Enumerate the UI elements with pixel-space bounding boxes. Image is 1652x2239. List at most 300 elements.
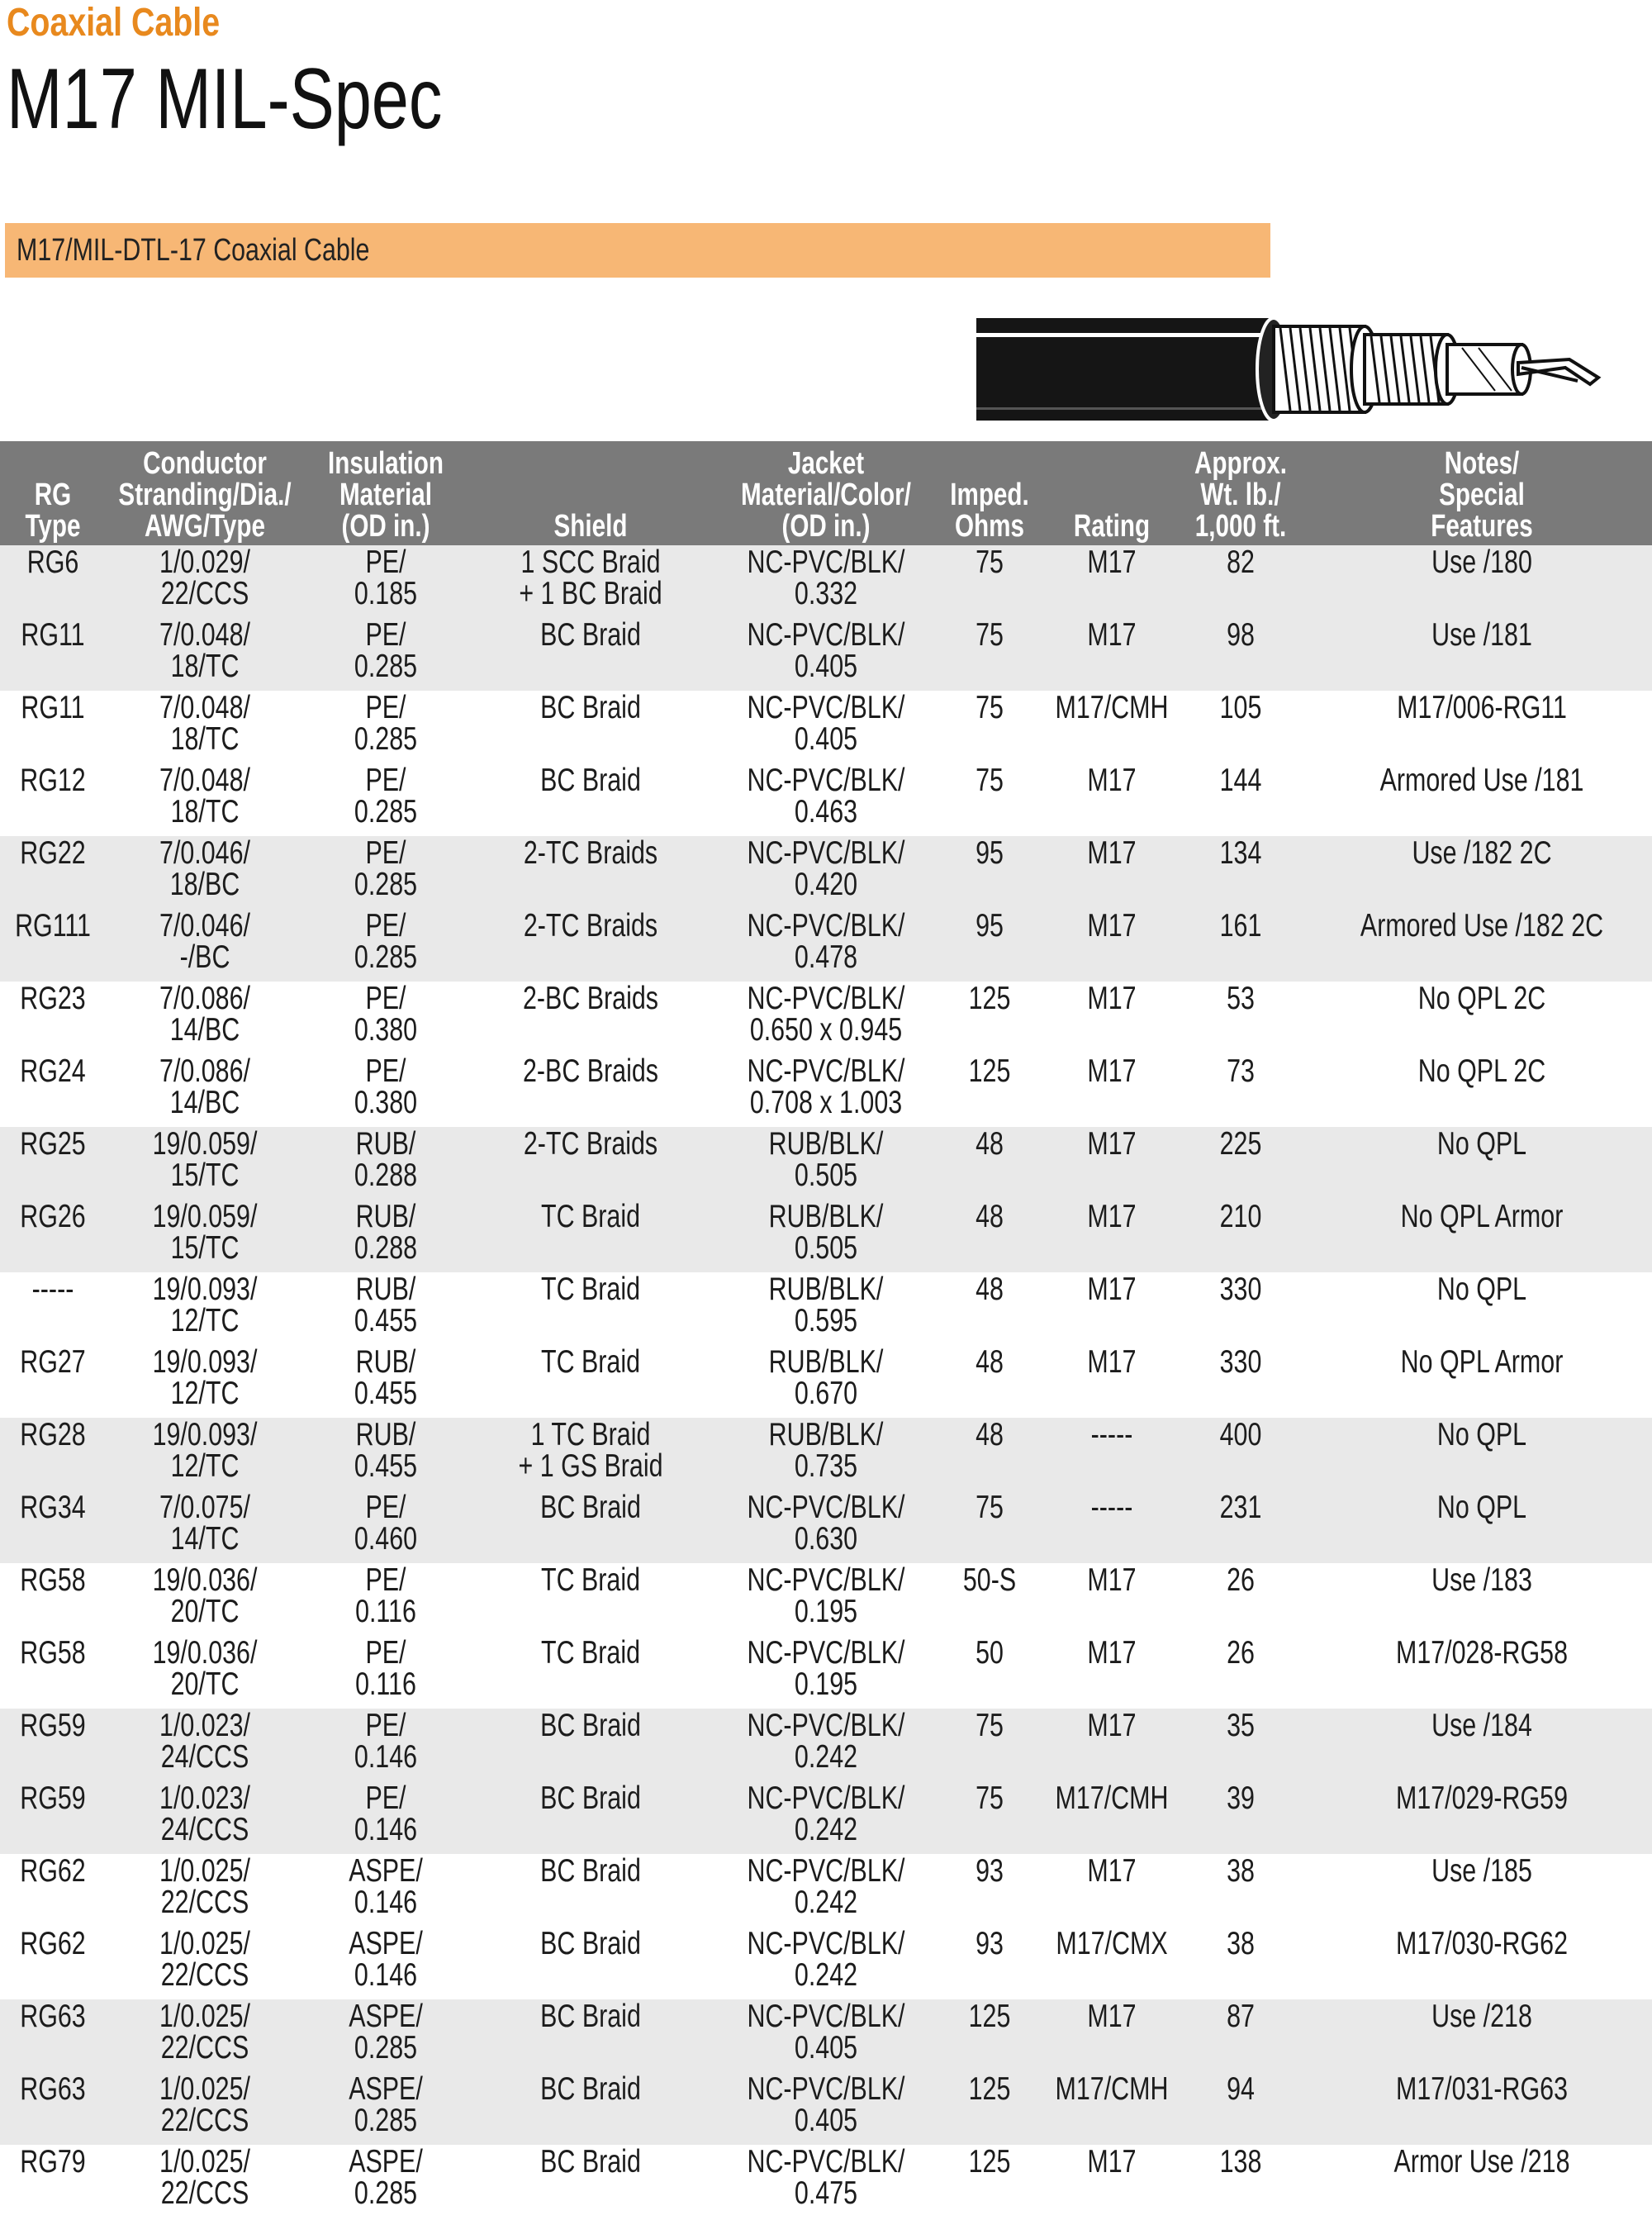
cell-notes bbox=[1417, 1053, 1546, 1089]
cell-line: M17 bbox=[1087, 763, 1137, 798]
cell-line: RG22 bbox=[20, 835, 86, 871]
cell-line: 0.735 bbox=[794, 1448, 858, 1484]
header-line: Imped. bbox=[950, 478, 1029, 512]
cell-line: 0.285 bbox=[354, 649, 418, 684]
header-line: Insulation bbox=[328, 446, 444, 481]
cell-line: NC-PVC/BLK/ bbox=[747, 544, 905, 580]
cell-line: RG62 bbox=[20, 1853, 86, 1889]
cell-line: RG11 bbox=[21, 690, 85, 725]
cell-rg-type bbox=[20, 1344, 86, 1380]
cell-impedance bbox=[976, 692, 1004, 724]
cell-line: 125 bbox=[968, 1999, 1011, 2034]
cell-shield bbox=[540, 1344, 641, 1380]
cell-shield bbox=[540, 617, 641, 653]
cell-line: BC Braid bbox=[540, 1999, 641, 2034]
cell-line: M17/031-RG63 bbox=[1396, 2071, 1568, 2107]
cell-weight bbox=[1227, 544, 1255, 580]
cell-insulation bbox=[354, 765, 417, 828]
cell-line: PE/ bbox=[365, 981, 406, 1016]
cell-line: No QPL bbox=[1436, 1490, 1527, 1525]
cell-line: M17 bbox=[1087, 1126, 1137, 1162]
cell-line: 0.630 bbox=[794, 1521, 858, 1557]
cell-line: Use /181 bbox=[1431, 617, 1532, 653]
cell-jacket bbox=[747, 544, 905, 611]
cell-line: Armored Use /181 bbox=[1379, 763, 1584, 798]
cell-insulation bbox=[354, 1053, 418, 1120]
cell-line: 0.650 x 0.945 bbox=[749, 1012, 903, 1048]
cell-line: 125 bbox=[968, 1053, 1011, 1089]
cell-line: M17 bbox=[1087, 1053, 1137, 1089]
cell-line: NC-PVC/BLK/ bbox=[747, 2071, 905, 2107]
cell-line: Use /184 bbox=[1431, 1708, 1532, 1743]
cell-shield bbox=[524, 910, 657, 942]
cell-conductor bbox=[159, 2146, 250, 2209]
cell-line: 0.146 bbox=[354, 1739, 418, 1775]
cell-line: 75 bbox=[976, 763, 1004, 798]
cell-line: M17/CMH bbox=[1055, 1780, 1169, 1816]
table-row bbox=[0, 691, 1652, 763]
cell-conductor bbox=[152, 1635, 258, 1702]
header-impedance bbox=[950, 479, 1029, 542]
cell-line: 75 bbox=[976, 617, 1004, 653]
cell-notes bbox=[1380, 765, 1584, 796]
cell-line: M17/028-RG58 bbox=[1396, 1635, 1568, 1671]
cell-line: RG58 bbox=[20, 1635, 86, 1671]
cell-rg-type bbox=[20, 765, 85, 796]
cell-rating bbox=[1087, 1053, 1137, 1089]
cell-impedance bbox=[962, 1562, 1017, 1598]
cell-conductor bbox=[159, 1780, 250, 1847]
cell-line: 1 SCC Braid bbox=[520, 544, 661, 580]
cell-weight bbox=[1227, 1710, 1255, 1742]
cell-insulation bbox=[349, 2146, 423, 2209]
cell-line: 0.463 bbox=[794, 794, 858, 830]
header-notes bbox=[1431, 448, 1533, 542]
cell-impedance bbox=[976, 1710, 1004, 1742]
header-line: (OD in.) bbox=[341, 509, 430, 544]
cell-line: 22/CCS bbox=[160, 2175, 249, 2211]
cell-shield bbox=[540, 2001, 641, 2032]
cell-line: RG59 bbox=[20, 1780, 86, 1816]
cell-rg-type bbox=[20, 2146, 85, 2178]
table-row bbox=[0, 545, 1652, 618]
cell-line: 48 bbox=[976, 1126, 1004, 1162]
cell-rating bbox=[1087, 1635, 1137, 1671]
cell-line: 0.405 bbox=[794, 721, 858, 757]
cell-line: 48 bbox=[976, 1417, 1004, 1452]
cell-impedance bbox=[976, 1419, 1004, 1451]
cell-line: NC-PVC/BLK/ bbox=[747, 1635, 905, 1671]
cell-conductor bbox=[159, 1928, 250, 1991]
cell-line: 39 bbox=[1227, 1780, 1255, 1816]
cell-rg-type bbox=[21, 617, 85, 653]
cell-line: PE/ bbox=[365, 1053, 406, 1089]
cell-line: M17/006-RG11 bbox=[1397, 690, 1567, 725]
cell-jacket bbox=[769, 1274, 884, 1337]
cell-rg-type bbox=[20, 1126, 86, 1162]
cell-line: 138 bbox=[1219, 2144, 1262, 2180]
cell-jacket bbox=[747, 835, 905, 902]
cell-line: 7/0.086/ bbox=[159, 981, 250, 1016]
cell-conductor bbox=[159, 1853, 250, 1920]
cell-line: 15/TC bbox=[170, 1158, 240, 1193]
cell-line: 22/CCS bbox=[160, 576, 249, 611]
cell-rg-type bbox=[20, 1201, 85, 1233]
cell-line: 19/0.036/ bbox=[152, 1635, 258, 1671]
cell-conductor bbox=[159, 2001, 250, 2064]
cell-line: NC-PVC/BLK/ bbox=[747, 617, 905, 653]
cell-line: BC Braid bbox=[540, 1853, 641, 1889]
cell-line: 2-BC Braids bbox=[523, 981, 658, 1016]
cell-rg-type bbox=[20, 2071, 86, 2107]
header-jacket bbox=[741, 448, 911, 542]
table-row bbox=[0, 1709, 1652, 1781]
cell-insulation bbox=[354, 1201, 417, 1264]
cell-line: RUB/BLK/ bbox=[768, 1344, 884, 1380]
cell-line: 95 bbox=[976, 835, 1004, 871]
cell-line: 48 bbox=[976, 1272, 1004, 1307]
cell-line: M17 bbox=[1087, 1853, 1137, 1889]
cell-line: M17 bbox=[1087, 1635, 1137, 1671]
header-line: Rating bbox=[1073, 509, 1151, 544]
cell-conductor bbox=[153, 1201, 258, 1264]
cell-line: RG28 bbox=[20, 1417, 86, 1452]
cell-rating bbox=[1087, 1562, 1137, 1598]
cell-jacket bbox=[747, 2146, 904, 2209]
cell-line: BC Braid bbox=[540, 763, 641, 798]
header-line: Ohms bbox=[954, 509, 1024, 544]
cell-line: 19/0.059/ bbox=[152, 1199, 258, 1234]
cell-line: No QPL bbox=[1436, 1272, 1527, 1307]
cell-line: RUB/BLK/ bbox=[768, 1417, 884, 1452]
cell-line: 134 bbox=[1219, 835, 1262, 871]
cell-line: -/BC bbox=[179, 939, 230, 975]
cell-impedance bbox=[976, 835, 1004, 871]
cell-conductor bbox=[159, 1053, 250, 1120]
cell-jacket bbox=[769, 1419, 884, 1482]
cell-weight bbox=[1220, 1419, 1262, 1451]
cell-line: 75 bbox=[976, 690, 1004, 725]
cell-line: 18/TC bbox=[170, 649, 240, 684]
cell-line: PE/ bbox=[365, 908, 406, 944]
cell-line: RG24 bbox=[20, 1053, 86, 1089]
table-row bbox=[0, 1854, 1652, 1927]
header-line: Material/Color/ bbox=[741, 478, 911, 512]
cell-line: 18/BC bbox=[169, 867, 240, 902]
cell-line: 2-TC Braids bbox=[523, 908, 658, 944]
cell-line: M17 bbox=[1087, 544, 1137, 580]
coaxial-cable-illustration bbox=[966, 302, 1627, 425]
cell-shield bbox=[540, 765, 641, 796]
cell-rating bbox=[1087, 544, 1137, 580]
cell-line: 0.116 bbox=[355, 1594, 416, 1629]
cell-rg-type bbox=[20, 1562, 86, 1598]
cell-jacket bbox=[747, 765, 904, 828]
cell-line: 50 bbox=[976, 1635, 1004, 1671]
cell-line: 98 bbox=[1227, 617, 1255, 653]
header-line: Features bbox=[1431, 509, 1533, 544]
cell-impedance bbox=[976, 1492, 1004, 1524]
cell-line: RG63 bbox=[20, 2071, 86, 2107]
cell-insulation bbox=[349, 1928, 423, 1991]
cell-line: No QPL bbox=[1436, 1126, 1527, 1162]
cell-line: No QPL 2C bbox=[1417, 981, 1546, 1016]
cell-line: NC-PVC/BLK/ bbox=[747, 1562, 905, 1598]
cell-line: 0.455 bbox=[354, 1376, 418, 1411]
cell-line: 0.146 bbox=[354, 1812, 418, 1847]
cell-line: BC Braid bbox=[540, 1490, 641, 1525]
cell-line: 0.285 bbox=[354, 867, 418, 902]
cell-rg-type bbox=[32, 1274, 74, 1305]
cell-shield bbox=[523, 835, 658, 871]
cell-line: NC-PVC/BLK/ bbox=[747, 908, 905, 944]
cell-line: RG111 bbox=[15, 908, 91, 944]
cell-impedance bbox=[969, 2001, 1011, 2032]
cell-line: ----- bbox=[31, 1272, 74, 1307]
cell-line: RG58 bbox=[20, 1562, 86, 1598]
cell-line: Armored Use /182 2C bbox=[1360, 908, 1604, 944]
cell-line: BC Braid bbox=[540, 1926, 641, 1961]
cell-line: 0.460 bbox=[354, 1521, 418, 1557]
cell-line: 14/TC bbox=[170, 1521, 240, 1557]
cell-line: RUB/BLK/ bbox=[768, 1272, 884, 1307]
cell-insulation bbox=[354, 1780, 418, 1847]
cell-line: 0.455 bbox=[354, 1303, 418, 1338]
cell-line: NC-PVC/BLK/ bbox=[747, 1053, 905, 1089]
cell-rating bbox=[1087, 1201, 1136, 1233]
cell-line: M17/029-RG59 bbox=[1396, 1780, 1568, 1816]
cell-line: 14/BC bbox=[169, 1085, 240, 1120]
cell-line: NC-PVC/BLK/ bbox=[747, 981, 905, 1016]
cell-conductor bbox=[159, 983, 250, 1046]
cell-line: 0.670 bbox=[794, 1376, 858, 1411]
table-row bbox=[0, 1563, 1652, 1636]
cell-shield bbox=[523, 1126, 658, 1162]
header-line: Stranding/Dia./ bbox=[118, 478, 292, 512]
cell-line: 18/TC bbox=[170, 721, 240, 757]
cell-line: RUB/ bbox=[355, 1199, 416, 1234]
cell-line: 231 bbox=[1219, 1490, 1262, 1525]
cell-line: 12/TC bbox=[170, 1376, 240, 1411]
cell-line: ASPE/ bbox=[349, 2071, 423, 2107]
cell-impedance bbox=[976, 1635, 1004, 1671]
cell-line: M17 bbox=[1087, 1272, 1137, 1307]
cell-line: NC-PVC/BLK/ bbox=[747, 690, 905, 725]
cell-line: 1/0.023/ bbox=[159, 1780, 250, 1816]
cell-jacket bbox=[747, 2071, 905, 2138]
cell-shield bbox=[540, 1562, 641, 1598]
cell-line: NC-PVC/BLK/ bbox=[747, 1999, 905, 2034]
cell-line: M17 bbox=[1087, 835, 1137, 871]
cell-notes bbox=[1412, 835, 1552, 871]
cell-line: NC-PVC/BLK/ bbox=[747, 835, 905, 871]
cell-line: 0.380 bbox=[354, 1012, 418, 1048]
cell-shield bbox=[540, 2146, 641, 2178]
cell-rg-type bbox=[20, 1492, 85, 1524]
cell-line: 0.505 bbox=[794, 1158, 858, 1193]
cell-rating bbox=[1087, 1274, 1136, 1305]
cell-shield bbox=[540, 1780, 641, 1816]
cell-notes bbox=[1401, 1201, 1564, 1233]
cell-notes bbox=[1393, 2146, 1569, 2178]
cell-jacket bbox=[768, 1344, 884, 1411]
cell-impedance bbox=[976, 1274, 1004, 1305]
cell-line: 53 bbox=[1227, 981, 1255, 1016]
table-row bbox=[0, 2145, 1652, 2218]
cell-impedance bbox=[969, 2146, 1011, 2178]
cell-notes bbox=[1437, 1419, 1526, 1451]
cell-notes bbox=[1396, 2071, 1568, 2107]
cell-line: 93 bbox=[976, 1926, 1004, 1961]
cell-line: 7/0.048/ bbox=[159, 690, 250, 725]
table-row bbox=[0, 1418, 1652, 1490]
cell-line: 1/0.025/ bbox=[159, 1926, 250, 1961]
cell-jacket bbox=[747, 1053, 905, 1120]
cell-line: 0.455 bbox=[354, 1448, 418, 1484]
cell-line: 2-TC Braids bbox=[523, 835, 658, 871]
header-line: Type bbox=[25, 509, 81, 544]
cell-insulation bbox=[355, 1562, 416, 1629]
table-row bbox=[0, 1490, 1652, 1563]
cell-line: RG62 bbox=[20, 1926, 86, 1961]
cell-line: BC Braid bbox=[540, 2071, 641, 2107]
cell-line: ASPE/ bbox=[349, 1853, 423, 1889]
cell-line: 35 bbox=[1227, 1708, 1255, 1743]
cell-line: ----- bbox=[1090, 1490, 1133, 1525]
cell-line: 0.195 bbox=[794, 1666, 858, 1702]
cell-notes bbox=[1418, 983, 1545, 1015]
cell-line: NC-PVC/BLK/ bbox=[747, 1780, 905, 1816]
page-title: M17 MIL-Spec bbox=[7, 51, 443, 147]
cell-line: M17 bbox=[1087, 617, 1137, 653]
cell-line: No QPL bbox=[1436, 1417, 1527, 1452]
cell-jacket bbox=[747, 1562, 905, 1629]
cell-line: 0.285 bbox=[354, 2030, 418, 2065]
cell-line: 19/0.093/ bbox=[152, 1417, 258, 1452]
cell-line: M17 bbox=[1087, 1999, 1137, 2034]
cell-shield bbox=[540, 692, 641, 724]
cell-line: NC-PVC/BLK/ bbox=[747, 763, 905, 798]
table-row bbox=[0, 618, 1652, 691]
cell-weight bbox=[1227, 2001, 1255, 2032]
table-row bbox=[0, 982, 1652, 1054]
cell-line: 7/0.048/ bbox=[159, 763, 250, 798]
cell-notes bbox=[1436, 1126, 1527, 1162]
cell-line: RUB/ bbox=[355, 1126, 416, 1162]
cell-conductor bbox=[159, 544, 250, 611]
cell-line: + 1 GS Braid bbox=[518, 1448, 663, 1484]
table-row bbox=[0, 1636, 1652, 1709]
cell-line: 0.288 bbox=[354, 1230, 418, 1266]
cell-line: BC Braid bbox=[540, 1708, 641, 1743]
cell-jacket bbox=[747, 1780, 905, 1847]
cell-line: PE/ bbox=[365, 544, 406, 580]
cell-rg-type bbox=[20, 2001, 85, 2032]
cell-line: PE/ bbox=[365, 835, 406, 871]
cell-rg-type bbox=[20, 1853, 86, 1889]
cell-jacket bbox=[747, 1710, 904, 1773]
cell-line: M17 bbox=[1087, 908, 1137, 944]
cell-weight bbox=[1219, 1344, 1262, 1380]
cell-jacket bbox=[747, 1492, 904, 1555]
cell-notes bbox=[1431, 617, 1532, 653]
cell-line: 48 bbox=[976, 1344, 1004, 1380]
cell-line: 0.505 bbox=[794, 1230, 858, 1266]
cell-rating bbox=[1087, 910, 1136, 942]
cell-line: 14/BC bbox=[169, 1012, 240, 1048]
cell-insulation bbox=[349, 1853, 423, 1920]
cell-line: 75 bbox=[976, 1780, 1004, 1816]
cell-impedance bbox=[976, 1201, 1004, 1233]
cell-line: 2-BC Braids bbox=[523, 1053, 658, 1089]
cell-shield bbox=[540, 1710, 641, 1742]
cell-line: RUB/BLK/ bbox=[768, 1126, 884, 1162]
cell-line: 75 bbox=[976, 544, 1004, 580]
cell-rating bbox=[1087, 765, 1136, 796]
cell-impedance bbox=[976, 1344, 1004, 1380]
header-line: Conductor bbox=[143, 446, 267, 481]
cell-line: 19/0.093/ bbox=[152, 1344, 258, 1380]
table-row bbox=[0, 1781, 1652, 1854]
cell-line: 26 bbox=[1227, 1562, 1255, 1598]
cell-notes bbox=[1437, 1492, 1526, 1524]
cell-line: 1/0.025/ bbox=[159, 2144, 250, 2180]
cable-inner-braid bbox=[1365, 335, 1459, 404]
cell-line: 38 bbox=[1227, 1926, 1255, 1961]
cell-line: 0.405 bbox=[794, 2103, 858, 2138]
cell-insulation bbox=[354, 983, 417, 1046]
cell-line: RG27 bbox=[20, 1344, 86, 1380]
cell-notes bbox=[1396, 1780, 1568, 1816]
cell-line: M17 bbox=[1087, 1199, 1137, 1234]
cell-line: 7/0.086/ bbox=[159, 1053, 250, 1089]
cell-line: 7/0.046/ bbox=[159, 908, 250, 944]
header-line: Shield bbox=[553, 509, 628, 544]
cell-jacket bbox=[747, 1853, 905, 1920]
cell-line: Use /180 bbox=[1431, 544, 1532, 580]
header-line: Jacket bbox=[787, 446, 865, 481]
cell-jacket bbox=[747, 2001, 904, 2064]
cell-line: TC Braid bbox=[540, 1635, 641, 1671]
cell-line: 15/TC bbox=[170, 1230, 240, 1266]
cell-weight bbox=[1220, 1492, 1262, 1524]
cell-line: 0.288 bbox=[354, 1158, 418, 1193]
cell-notes bbox=[1437, 1274, 1526, 1305]
cell-line: 0.242 bbox=[794, 1885, 858, 1920]
cell-line: 0.332 bbox=[794, 576, 858, 611]
cell-line: NC-PVC/BLK/ bbox=[747, 1926, 905, 1961]
cell-notes bbox=[1397, 692, 1567, 724]
header-line: Notes/ bbox=[1444, 446, 1520, 481]
cell-line: 330 bbox=[1219, 1272, 1262, 1307]
cell-line: BC Braid bbox=[540, 617, 641, 653]
cell-notes bbox=[1396, 1928, 1568, 1960]
cell-line: TC Braid bbox=[540, 1562, 641, 1598]
cell-impedance bbox=[976, 1853, 1004, 1889]
cell-line: 12/TC bbox=[170, 1303, 240, 1338]
cell-jacket bbox=[747, 983, 904, 1046]
cell-line: Use /185 bbox=[1431, 1853, 1532, 1889]
cell-line: 87 bbox=[1227, 1999, 1255, 2034]
cell-jacket bbox=[768, 1126, 884, 1193]
cell-conductor bbox=[159, 765, 250, 828]
cell-weight bbox=[1220, 910, 1262, 942]
cell-line: RUB/BLK/ bbox=[768, 1199, 884, 1234]
cell-insulation bbox=[354, 1344, 418, 1411]
cell-notes bbox=[1431, 1853, 1532, 1889]
cell-line: 125 bbox=[968, 981, 1011, 1016]
category-label: Coaxial Cable bbox=[7, 1, 221, 45]
